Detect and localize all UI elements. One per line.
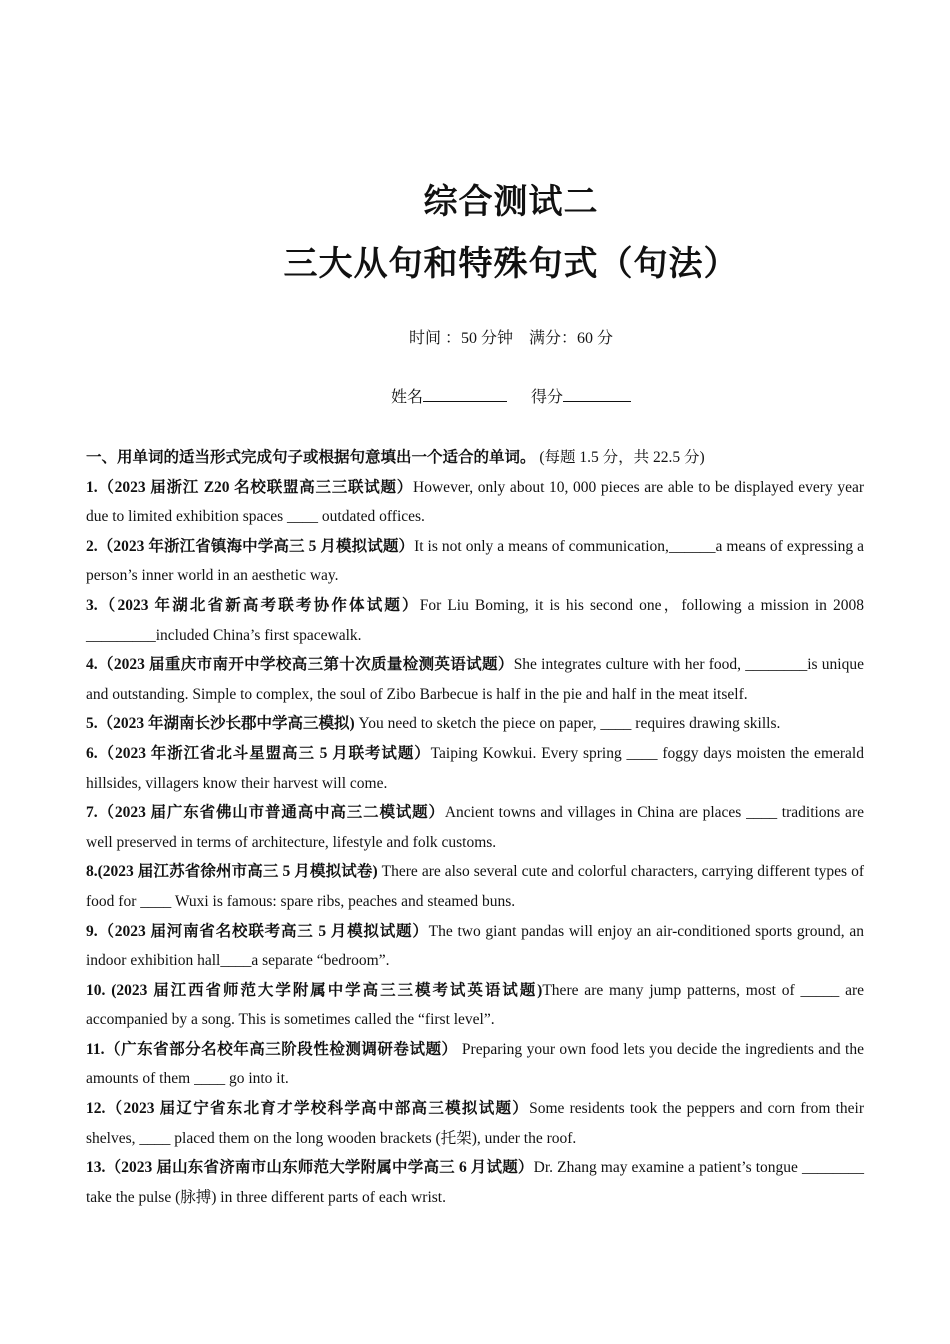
- answer-blank[interactable]: ____: [746, 804, 778, 822]
- answer-blank[interactable]: ______: [668, 537, 716, 555]
- answer-blank[interactable]: ________: [801, 1159, 864, 1177]
- question-number: 4.: [86, 656, 98, 674]
- answer-blank[interactable]: ________: [745, 656, 808, 674]
- question-list: [86, 473, 864, 1213]
- question-text: It is not only a means of communication,: [414, 537, 669, 555]
- answer-blank[interactable]: _____: [800, 981, 840, 999]
- answer-blank[interactable]: ____: [139, 1129, 171, 1147]
- answer-blank[interactable]: ____: [600, 715, 632, 733]
- question-source: （2023 年浙江省北斗星盟高三 5 月联考试题）: [97, 744, 431, 762]
- question-number: 9.: [86, 922, 98, 940]
- question-item: [86, 798, 864, 857]
- question-source: （2023 届广东省佛山市普通高中高三二模试题）: [97, 804, 445, 822]
- question-item: [86, 709, 864, 739]
- question-source: （2023 届山东省济南市山东师范大学附属中学高三 6 月试题）: [105, 1159, 534, 1177]
- question-source: (2023 届江苏省徐州市高三 5 月模拟试卷): [97, 863, 378, 881]
- score-field[interactable]: [563, 387, 631, 402]
- question-text-continued: included China’s first spacewalk.: [155, 626, 362, 644]
- question-text-continued: Wuxi is famous: spare ribs, peaches and steamed buns.: [171, 892, 516, 910]
- question-number: 5.: [86, 715, 98, 733]
- question-source: （2023 届浙江 Z20 名校联盟高三三联试题）: [97, 478, 414, 496]
- question-text: Ancient towns and villages in China are places: [444, 804, 747, 822]
- question-text-continued: placed them on the long wooden brackets (托架), under the roof.: [170, 1129, 577, 1147]
- question-item: [86, 591, 864, 650]
- question-source: （2023 年湖北省新高考联考协作体试题）: [97, 596, 420, 614]
- question-source: （2023 届河南省名校联考高三 5 月模拟试题）: [97, 922, 429, 940]
- name-label: 姓名: [390, 389, 423, 406]
- score-label: 得分: [531, 389, 564, 406]
- question-number: 12.: [86, 1100, 106, 1118]
- question-text: There are many jump patterns, most of: [542, 981, 801, 999]
- question-item: [86, 976, 864, 1035]
- answer-blank[interactable]: ____: [287, 508, 319, 526]
- question-text-continued: are accompanied by a song. This is sometimes called the “first level”.: [86, 981, 864, 1029]
- answer-blank[interactable]: ____: [194, 1070, 226, 1088]
- question-text: Preparing your own food lets you decide the ingredients and the amounts of them: [86, 1040, 864, 1088]
- question-text-continued: outdated offices.: [318, 508, 425, 526]
- question-text-continued: a separate “bedroom”.: [251, 952, 390, 970]
- question-text: You need to sketch the piece on paper,: [354, 715, 601, 733]
- question-item: [86, 1153, 864, 1212]
- answer-blank[interactable]: _________: [86, 626, 156, 644]
- question-text-continued: foggy days moisten the emerald hillsides, villagers know their harvest will come.: [86, 744, 864, 792]
- question-number: 10.: [86, 981, 106, 999]
- question-item: [86, 739, 864, 798]
- question-text-continued: is unique and outstanding. Simple to complex, the soul of Zibo Barbecue is half in the pie and half in the meat itself.: [86, 656, 864, 703]
- section-scoring: (每题 1.5 分，共 22.5 分): [539, 449, 705, 466]
- question-source: （2023 届重庆市南开中学校高三第十次质量检测英语试题）: [97, 656, 514, 674]
- question-source: （2023 年浙江省镇海中学高三 5 月模拟试题）: [97, 537, 415, 555]
- question-number: 7.: [86, 804, 98, 822]
- question-number: 13.: [86, 1159, 106, 1177]
- answer-blank[interactable]: ____: [220, 952, 252, 970]
- answer-blank[interactable]: ____: [626, 744, 658, 762]
- section-heading: 一、用单词的适当形式完成句子或根据句意填出一个适合的单词。: [86, 449, 536, 466]
- question-text-continued: traditions are well preserved in terms of architecture, lifestyle and folk customs.: [86, 804, 864, 851]
- question-item: [86, 532, 864, 591]
- question-number: 2.: [86, 537, 98, 555]
- question-text: She integrates culture with her food,: [513, 656, 746, 674]
- name-score-line: [36, 384, 950, 407]
- section-header: [86, 443, 864, 473]
- question-text: However, only about 10, 000 pieces are able to be displayed every year due to limited exhibition spaces: [86, 478, 864, 526]
- answer-blank[interactable]: ____: [140, 892, 172, 910]
- question-number: 11.: [86, 1040, 105, 1058]
- question-item: [86, 473, 864, 532]
- name-field[interactable]: [423, 387, 507, 402]
- question-number: 3.: [86, 596, 98, 614]
- question-item: [86, 857, 864, 916]
- question-item: [86, 1094, 864, 1153]
- question-source: （2023 年湖南长沙长郡中学高三模拟): [97, 715, 355, 733]
- question-number: 1.: [86, 478, 98, 496]
- question-text: Some residents took the peppers and corn from their shelves,: [86, 1100, 864, 1147]
- question-text: The two giant pandas will enjoy an air-conditioned sports ground, an indoor exhibition hall: [86, 922, 864, 970]
- question-item: [86, 917, 864, 976]
- question-number: 8.: [86, 863, 98, 881]
- question-section: [86, 443, 864, 1212]
- question-text-continued: a means of expressing a person’s inner world in an aesthetic way.: [86, 537, 864, 585]
- page-title: 综合测试二: [423, 184, 599, 221]
- time-info: 时间 ：50 分钟 满分：60 分: [408, 330, 613, 347]
- question-text: Taiping Kowkui. Every spring: [430, 744, 627, 762]
- question-source: (2023 届江西省师范大学附属中学高三三模考试英语试题): [105, 981, 543, 999]
- question-text: There are also several cute and colorful characters, carrying different types of food for: [86, 863, 865, 910]
- question-text-continued: take the pulse (脉搏) in three different parts of each wrist.: [86, 1188, 446, 1206]
- page-subtitle: 三大从句和特殊句式（句法）: [283, 246, 739, 283]
- question-source: （2023 届辽宁省东北育才学校科学高中部高三模拟试题）: [105, 1100, 530, 1118]
- question-text: For Liu Boming, it is his second one，following a mission in 2008: [419, 596, 864, 614]
- question-number: 6.: [86, 744, 98, 762]
- question-text: Dr. Zhang may examine a patient’s tongue: [533, 1159, 802, 1177]
- question-source: （广东省部分名校年高三阶段性检测调研卷试题）: [104, 1040, 458, 1058]
- question-item: [86, 650, 864, 709]
- question-text-continued: requires drawing skills.: [631, 715, 781, 733]
- question-item: [86, 1035, 864, 1094]
- question-text-continued: go into it.: [225, 1070, 289, 1088]
